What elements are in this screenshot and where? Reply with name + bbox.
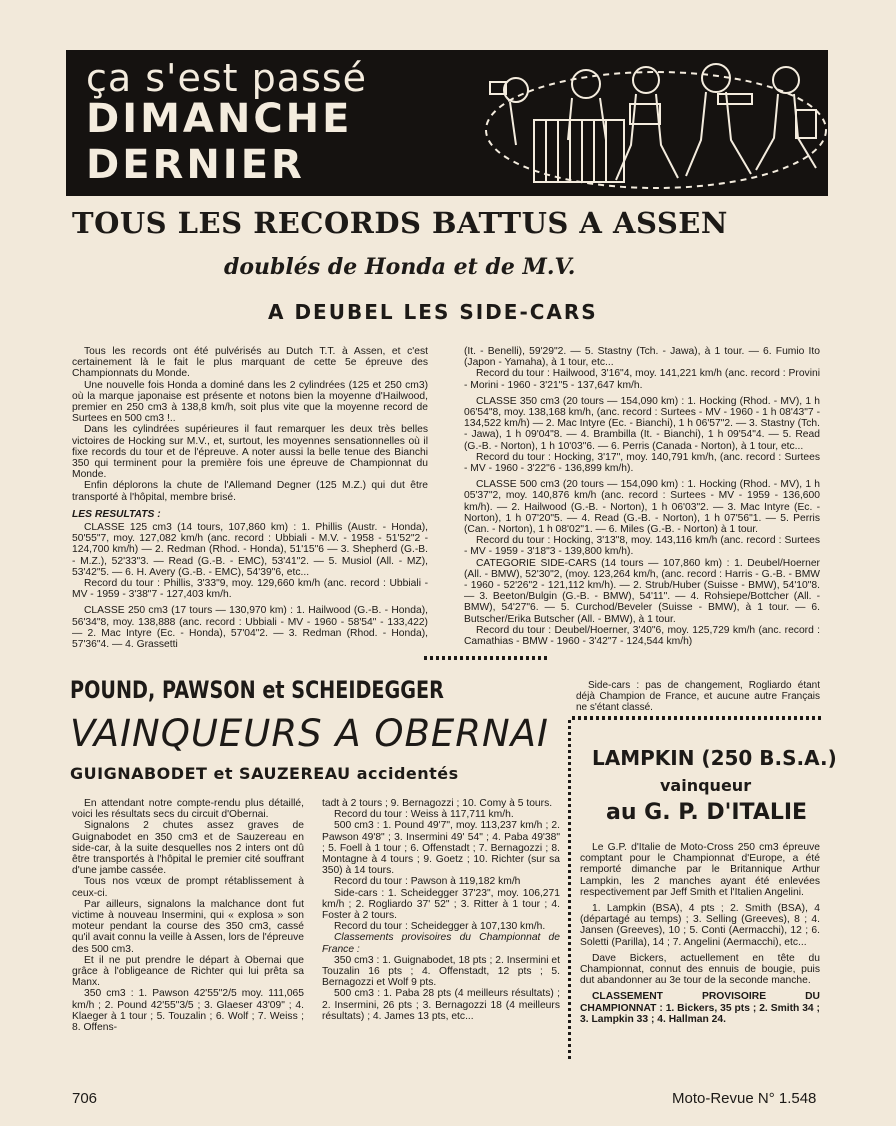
paragraph: Record du tour : Pawson à 119,182 km/h bbox=[334, 876, 521, 888]
lampkin-column bbox=[580, 842, 820, 1025]
paragraph: CLASSE 125 cm3 (14 tours, 107,860 km) : 1. Phillis (Austr. - Honda), 50'55"7, moy. 127,082 km/h (anc. record : Ubbiali - M.V. - 1958 - 51'52"2 - 124,700 km/h) — 2. Redman (Rhod. - Honda), 51'15"6 — 3. Shepherd (G.-B. - M.Z.), 52'33"3. — Read (G.-B. - EMC), 53'41"2. — 5. Musiol (All. - MZ), 53'42"5. — 6. H. Avery (G.-B. - EMC), 54'39"6, etc... bbox=[72, 522, 428, 578]
paragraph: Et il ne put prendre le départ à Obernai que grâce à l'obligeance de Richter qui lui prêta sa Manx. bbox=[72, 954, 304, 989]
cartoon-illustration bbox=[456, 50, 828, 196]
paragraph: Record du tour : Hocking, 3'13"8, moy. 143,116 km/h (anc. record : Surtees - MV - 1959 - 3'18"3 - 139,800 km/h). bbox=[464, 535, 820, 558]
paragraph: Enfin déplorons la chute de l'Allemand Degner (125 M.Z.) qui dut être transporté à l'hôpital, membre brisé. bbox=[72, 480, 428, 503]
divider bbox=[572, 716, 822, 720]
paragraph: 500 cm3 : 1. Pound 49'7", moy. 113,237 km/h ; 2. Pawson 49'8" ; 3. Insermini 49' 54" ; 4. Paba 49'38" ; 5. Foell à 1 tour ; 6. Offenstadt ; 7. Bernagozzi ; 8. Montagne à 4 tours ; 9. Goetz ; 10. Richter (sur sa 350) à 14 tours. bbox=[322, 820, 560, 877]
paragraph: 500 cm3 : 1. Paba 28 pts (4 meilleurs résultats) ; 2. Insermini, 26 pts ; 3. Bernagozzi 18 (4 meilleurs résultats) ; 4. James 13 pts, etc... bbox=[322, 988, 560, 1022]
paragraph: 1. Lampkin (BSA), 4 pts ; 2. Smith (BSA), 4 (départagé au temps) ; 3. Selling (Greeves), 8 ; 4. Jansen (Greeves), 10 ; 5. Conti (Aermacchi), 12 ; 6. Soletti (Parilla), 14 ; 7. Angelini (Aermacchi), etc... bbox=[580, 903, 820, 948]
divider bbox=[424, 656, 548, 660]
paragraph: En attendant notre compte-rendu plus détaillé, voici les résultats secs du circuit d'Obernai. bbox=[72, 798, 304, 821]
subheadline-accidents: GUIGNABODET et SAUZEREAU accidentés bbox=[70, 764, 459, 783]
banner-line-2: DIMANCHE bbox=[86, 96, 353, 142]
paragraph: Tous les records ont été pulvérisés au Dutch T.T. à Assen, et c'est certainement là le fait le plus marquant de cette 5e épreuve des Championnats du Monde. bbox=[72, 346, 428, 380]
paragraph: CLASSEMENT PROVISOIRE DU CHAMPIONNAT : 1. Bickers, 35 pts ; 2. Smith 34 ; 3. Lampkin 33 ; 4. Hallman 24. bbox=[580, 991, 820, 1025]
paragraph: Record du tour : Scheidegger à 107,130 km/h. bbox=[334, 921, 546, 933]
banner-line-1: ça s'est passé bbox=[86, 56, 368, 100]
magazine-issue: Moto-Revue N° 1.548 bbox=[672, 1090, 817, 1107]
paragraph: CLASSE 350 cm3 (20 tours — 154,090 km) : 1. Hocking (Rhod. - MV), 1 h 06'54"8, moy. 138,168 km/h, (anc. record : Surtees - MV - 1960 - 1 h 08'43"7 - 134,522 km/h) — 2. Mac Intyre (Ec. - Bianchi), 1 h 06'57"2. — 3. Stastny (Tch. - Jawa), 1 h 09'04"8. — 4. Brambilla (It. - Bianchi), 1 h 09'54"4. — 5. Read (G.-B. - Norton), 1 h 10'03"6. — 6. Perris (Canada - Norton), à 1 tour, etc... bbox=[464, 395, 820, 452]
paragraph: CLASSE 250 cm3 (17 tours — 130,970 km) : 1. Hailwood (G.-B. - Honda), 56'34"8, moy. 138,888 (anc. record : Ubbiali - MV - 1960 - 58'54" - 133,422) — 2. Mac Intyre (Ec. - Honda), 57'04"2. — 3. Redman (Rhod. - Honda), 57'36"4. — 4. Grassetti bbox=[72, 605, 428, 651]
paragraph: CLASSE 500 cm3 (20 tours — 154,090 km) : 1. Hocking (Rhod. - MV), 1 h 05'37"2, moy. 140,876 km/h (anc. record : Surtees - MV - 1959 - 136,600 km/h). — 2. Hailwood (G.-B. - Norton), 1 h 06'03"2. — 3. Mac Intyre (Ec. - Norton), 1 h 07'20"5. — 4. Read (G.-B. - Norton), 1 h 07'56"1. — 5. Perris (Can. - Norton), 1 h 08'02"1. — 6. Miles (G.-B. - Norton) à 1 tour. bbox=[464, 479, 820, 536]
banner-line-3: DERNIER bbox=[86, 142, 305, 188]
paragraph: Record du tour : Weiss à 117,711 km/h. bbox=[334, 809, 514, 821]
paragraph: Par ailleurs, signalons la malchance dont fut victime à nouveau Insermini, qui « explosa » son moteur pendant la course des 350 cm3, cassé qu'il avait connu la veille à Assen, lors de l'épreuve des 500 cm3. bbox=[72, 898, 304, 955]
paragraph: Side-cars : 1. Scheidegger 37'23", moy. 106,271 km/h ; 2. Rogliardo 37' 52" ; 3. Ritter à 1 tour ; 4. Foster à 2 tours. bbox=[322, 887, 560, 922]
assen-column-2 bbox=[464, 346, 820, 647]
headline-vainqueur: vainqueur bbox=[660, 776, 752, 795]
paragraph: Record du tour : Hailwood, 3'16"4, moy. 141,221 km/h (anc. record : Provini - Morini - 1960 - 3'21"5 - 137,647 km/h. bbox=[464, 368, 820, 391]
subheadline-deubel: A DEUBEL LES SIDE-CARS bbox=[268, 300, 598, 324]
paragraph: Tous nos vœux de prompt rétablissement à ceux-ci. bbox=[72, 876, 304, 899]
paragraph: CATEGORIE SIDE-CARS (14 tours — 107,860 km) : 1. Deubel/Hoerner (All. - BMW), 52'30"2, (moy. 123,264 km/h, (anc. record : Harris - G.-B. - BMW - 1960 - 52'26"2 - 121,112 km/h). — 2. Strub/Huber (Suisse - BMW), 54'10"8. — 3. Beeton/Bulgin (G.-B. - BMW), 54'11". — 4. Rohsiepe/Bottcher (All. - BMW), 54'27"6. — 5. Curchod/Beveler (Suisse - BMW), à 1 tour. — 6. Butscher/Erika Butscher (All. - BMW), à 1 tour. bbox=[464, 557, 820, 625]
paragraph: 350 cm3 : 1. Guignabodet, 18 pts ; 2. Insermini et Touzalin 16 pts ; 4. Offenstadt, 12 pts ; 5. Bernagozzi et Wolf 9 pts. bbox=[322, 954, 560, 989]
paragraph: Signalons 2 chutes assez graves de Guignabodet en 350 cm3 et de Sauzereau en side-car, à la suite desquelles nos 2 inters ont dû être transportés à l'hôpital le premier cité souffrant d'une jambe cassée. bbox=[72, 820, 304, 877]
paragraph: Side-cars : pas de changement, Rogliardo étant déjà Champion de France, et aucune autre Français ne s'étant classé. bbox=[576, 680, 820, 714]
paragraph: Classements provisoires du Championnat de France : bbox=[322, 932, 560, 955]
vertical-divider bbox=[568, 720, 571, 1060]
paragraph: Une nouvelle fois Honda a dominé dans les 2 cylindrées (125 et 250 cm3) où la marque japonaise est présente et notons bien la moyenne d'Hailwood, premier en 250 cm3 à 138,8 km/h, soit plus vite que la moyenne record de Surtees en 500 cm3 !.. bbox=[72, 379, 428, 425]
headline-pound-pawson: POUND, PAWSON et SCHEIDEGGER bbox=[70, 676, 444, 704]
results-label: LES RESULTATS : bbox=[72, 508, 161, 520]
paragraph: 350 cm3 : 1. Pawson 42'55"2/5 moy. 111,065 km/h ; 2. Pound 42'55"3/5 ; 3. Glaeser 43'09" ; 4. Klaeger à 1 tour ; 5. Touzalin ; 6. Wolf ; 7. Weiss ; 8. Offens- bbox=[72, 988, 304, 1034]
headline-assen: TOUS LES RECORDS BATTUS A ASSEN bbox=[72, 206, 728, 240]
page-number: 706 bbox=[72, 1090, 98, 1107]
paragraph: Dans les cylindrées supérieures il faut remarquer les deux très belles victoires de Hocking sur M.V., et, surtout, les moyennes sensationnelles où il fixe records du tour et de l'épreuve. A noter aussi la belle tenue des Bianchi 350 qui terminent pour la première fois une épreuve de Championnat du Monde. bbox=[72, 424, 428, 481]
paragraph: tadt à 2 tours ; 9. Bernagozzi ; 10. Comy à 5 tours. bbox=[322, 798, 553, 809]
banner bbox=[66, 50, 828, 196]
obernai-column-1 bbox=[72, 798, 304, 1033]
paragraph: (It. - Benelli), 59'29"2. — 5. Stastny (Tch. - Jawa), à 1 tour. — 6. Fumio Ito (Japon - Yamaha), à 1 tour, etc... bbox=[464, 346, 820, 369]
paragraph: Dave Bickers, actuellement en tête du Championnat, connut des ennuis de bougie, puis dut abandonner au 3e tour de la seconde manche. bbox=[580, 952, 820, 987]
assen-column-1 bbox=[72, 346, 428, 650]
obernai-column-2 bbox=[322, 798, 560, 1022]
headline-obernai: VAINQUEURS A OBERNAI bbox=[70, 712, 549, 755]
paragraph: Record du tour : Phillis, 3'33"9, moy. 129,660 km/h (anc. record : Ubbiali - MV - 1959 - 3'38"7 - 127,403 km/h. bbox=[72, 578, 428, 601]
headline-lampkin: LAMPKIN (250 B.S.A.) bbox=[592, 746, 837, 770]
paragraph: Le G.P. d'Italie de Moto-Cross 250 cm3 épreuve comptant pour le Championnat d'Europe, a été remporté dimanche par le Britannique Arthur Lampkin, les 2 manches ayant été enlevées respectivement par Jeff Smith et l'Italien Angelini. bbox=[580, 842, 820, 898]
sidecars-note bbox=[576, 680, 820, 714]
subheadline-honda-mv: doublés de Honda et de M.V. bbox=[224, 254, 576, 280]
headline-gp-italie: au G. P. D'ITALIE bbox=[606, 800, 808, 825]
paragraph: Record du tour : Deubel/Hoerner, 3'40"6, moy. 125,729 km/h (anc. record : Camathias - BMW - 1960 - 3'42"7 - 124,544 km/h) bbox=[464, 624, 820, 648]
paragraph: Record du tour : Hocking, 3'17", moy. 140,791 km/h, (anc. record : Surtees - MV - 1960 - 3'22"6 - 136,899 km/h). bbox=[464, 451, 820, 475]
